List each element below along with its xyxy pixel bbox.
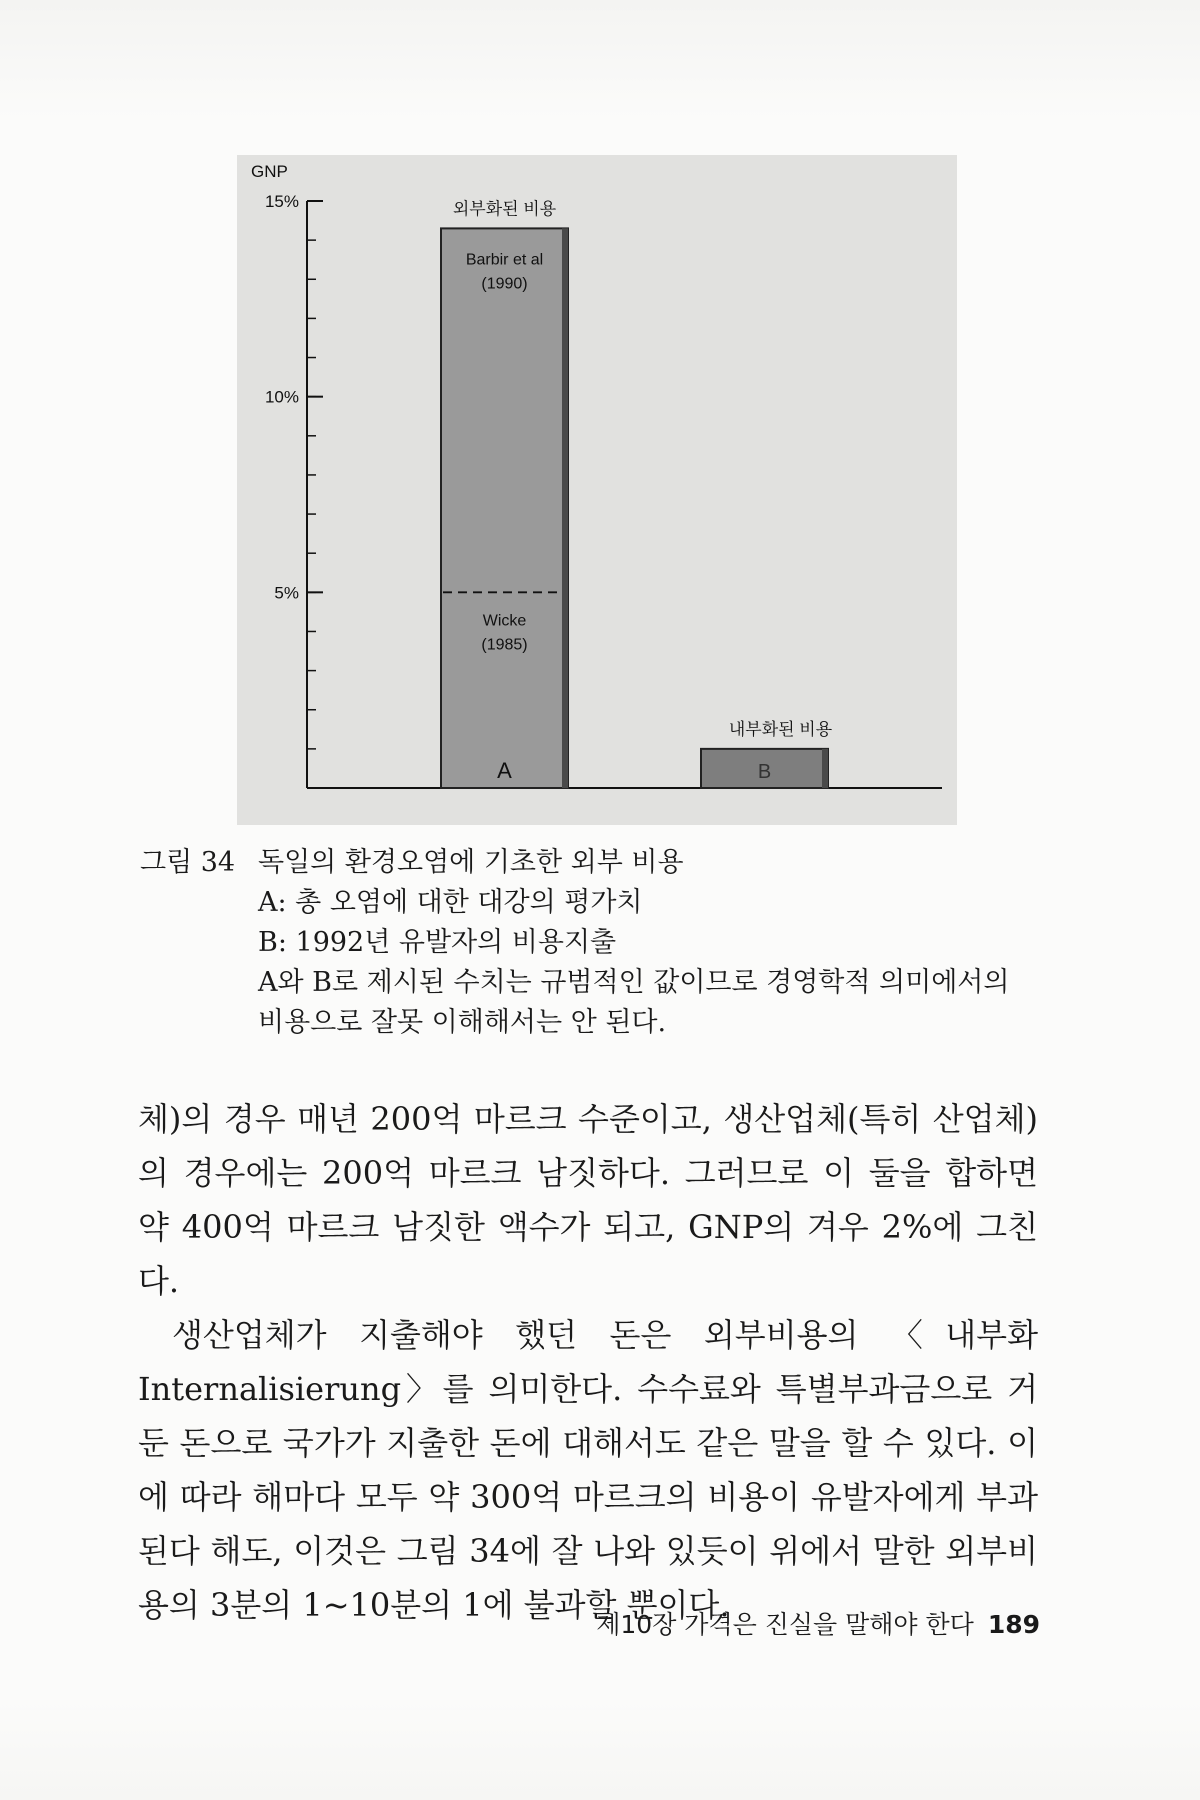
annotation-wicke-year: (1985): [481, 636, 528, 654]
bar-a: [441, 228, 568, 788]
body-paragraph-1: 체)의 경우 매년 200억 마르크 수준이고, 생산업체(특히 산업체)의 경우에는 200억 마르크 남짓하다. 그러므로 이 둘을 합하면 약 400억 마르크 남짓한 액수가 되고, GNP의 겨우 2%에 그친다.: [138, 1100, 1038, 1300]
y-tick-label: 10%: [264, 387, 299, 407]
bar-a-top-label: 외부화된 비용: [452, 199, 557, 219]
chart-svg: [237, 155, 957, 825]
caption-number: 그림 34: [140, 847, 236, 878]
bar-a-shadow: [562, 228, 568, 788]
bar-b-top-label: 내부화된 비용: [728, 719, 833, 739]
bar-b-shadow: [822, 749, 828, 788]
body-paragraph-2: 생산업체가 지출해야 했던 돈은 외부비용의 〈내부화 Internalisierung〉를 의미한다. 수수료와 특별부과금으로 거둔 돈으로 국가가 지출한 돈에 대해서도 같은 말을 할 수 있다. 이에 따라 해마다 모두 약 300억 마르크의 비용이 유발자에게 부과된다 해도, 이것은 그림 34에 잘 나와 있듯이 위에서 말한 외부비용의 3분의 1~10분의 1에 불과할 뿐이다.: [138, 1316, 1038, 1624]
y-tick-label: 5%: [274, 583, 299, 603]
figure-caption: [140, 843, 1040, 1043]
caption-note: A와 B로 제시된 수치는 규범적인 값이므로 경영학적 의미에서의 비용으로 잘못 이해해서는 안 된다.: [258, 967, 1010, 1038]
caption-title: 독일의 환경오염에 기초한 외부 비용: [258, 847, 684, 878]
annotation-barbir-year: (1990): [481, 275, 528, 293]
body-text: [138, 1092, 1038, 1632]
figure-34-chart: [237, 155, 957, 825]
bar-b-label: B: [757, 761, 772, 783]
annotation-wicke-name: Wicke: [482, 612, 527, 630]
caption-title-row: [140, 843, 1040, 883]
bar-a-label: A: [497, 758, 512, 783]
caption-line-a: A: 총 오염에 대한 대강의 평가치: [258, 887, 643, 918]
caption-line-b: B: 1992년 유발자의 비용지출: [258, 927, 617, 958]
page-footer: [520, 1605, 1040, 1641]
y-tick-label: 15%: [264, 192, 299, 211]
annotation-barbir-name: Barbir et al: [465, 251, 544, 269]
page-number: 189: [987, 1610, 1040, 1639]
y-axis-title: GNP: [251, 162, 288, 181]
running-chapter-title: 제10장 가격은 진실을 말해야 한다: [596, 1610, 974, 1639]
